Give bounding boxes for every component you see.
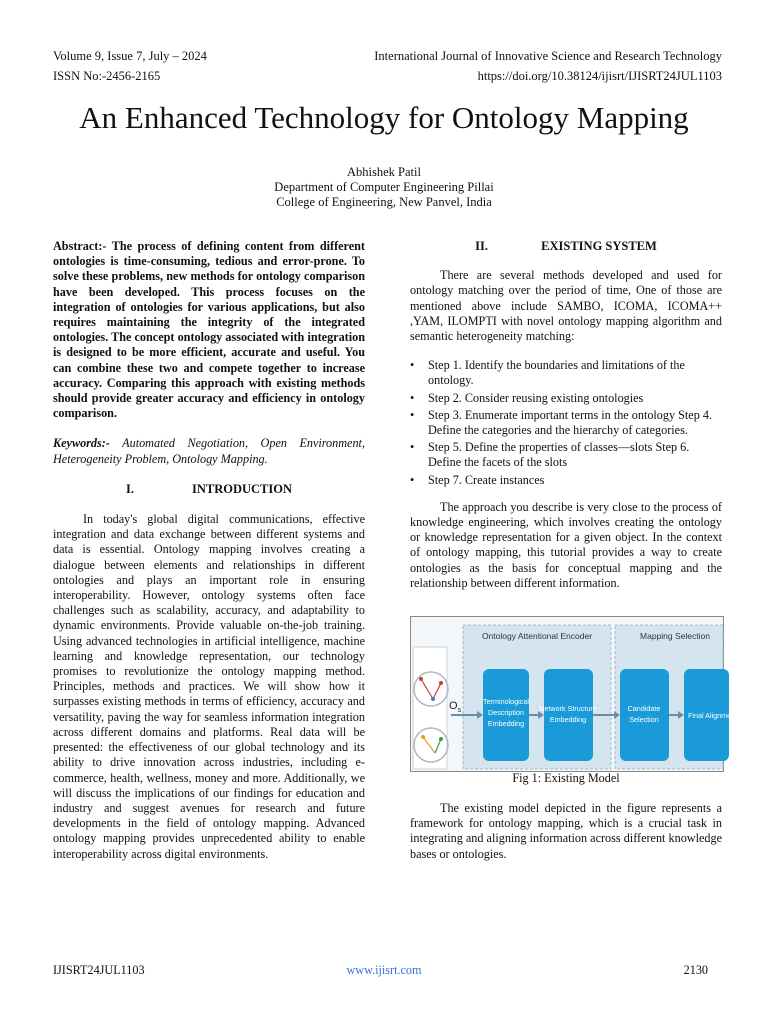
steps-list [410, 358, 722, 488]
right-column [410, 239, 722, 591]
list-item: • Step 1. Identify the boundaries and limitations of the ontology. [410, 358, 685, 388]
keywords-label: Keywords:- [53, 436, 110, 451]
bullet-icon: • [410, 440, 415, 455]
list-item: • Step 3. Enumerate important terms in the ontology Step 4. Define the categories and the hierarchy of categories. [410, 407, 712, 438]
intro-text: In today's global digital communications, effective integration and data exchange between different systems and data is essential. Ontology mapping involves creating a dialogue between elements and relationships in different ontologies and plays an important role in ensuring interoperability. However, ontology systems often face challenges such as scalability, accuracy, and adaptability to dynamic environments. Provide valuable on-the-job training. Using advanced technologies in artificial intelligence, machine learning and knowledge representation, our technology promises to revolutionize the ontology mapping method. Principles, methods and practices. We will show how it surpasses existing methods in terms of efficiency, accuracy and versatility, paving the way for seamless information integration across different domains and platforms. Real data will be presented: the effectiveness of our global technology and its ability to drive innovation across industries, including e-commerce, health, wellness, money and more. Additionally, we will discuss the implications of our findings for education and industry and suggest avenues for research and future developments in the field of ontology mapping. Advanced ontology mapping provides unprecedented ability to enable interoperability across digital environments. [53, 512, 365, 861]
keywords-text: Automated Negotiation, Open Environment, Heterogeneity Problem, Ontology Mapping. [53, 436, 365, 466]
keywords [53, 436, 365, 466]
intro-heading [53, 482, 365, 497]
author-college: College of Engineering, New Panvel, India [276, 195, 492, 209]
graph-node [439, 737, 443, 741]
graph-node [419, 677, 423, 681]
doi-link[interactable]: https://doi.org/10.38124/ijisrt/IJISRT24JUL1103 [477, 69, 722, 83]
ontology-node-label: $O_s$ [449, 700, 462, 714]
list-item: • Step 5. Define the properties of classes—slots Step 6. Define the facets of the slots [410, 440, 690, 470]
bullet-icon: • [410, 358, 415, 373]
paper-title: An Enhanced Technology for Ontology Mapping [79, 100, 689, 135]
intro-num: I. [125, 481, 134, 496]
list-item: • Step 2. Consider reusing existing ontologies [410, 390, 644, 405]
author-name: Abhishek Patil [347, 165, 421, 179]
footer-paper-id: IJISRT24JUL1103 [53, 963, 145, 977]
graph-panel [413, 647, 447, 769]
bullet-icon: • [410, 472, 415, 487]
network-structure-box-label: Network Structure Embedding [539, 704, 597, 724]
issn: ISSN No:-2456-2165 [53, 69, 161, 83]
terminological-box-label: Terminological Description Embedding [483, 697, 529, 728]
existing-num: II. [475, 239, 489, 253]
left-column [53, 239, 365, 862]
mapping-label: Mapping Selection [640, 631, 710, 641]
existing-model-figure [410, 616, 738, 772]
encoder-label: Ontology Attentional Encoder [481, 631, 593, 641]
existing-para2: The approach you describe is very close to the process of knowledge engineering, which involves creating the ontology or knowledge representation for a given object. In the context of ontology mapping, this tutorial provides a way to create ontologies as the basis for conceptual mapping and the relationship between different information. [410, 499, 722, 590]
graph-node [421, 735, 425, 739]
abstract [53, 239, 365, 421]
existing-heading [410, 239, 722, 254]
graph-node [431, 697, 435, 701]
bullet-icon: • [410, 407, 415, 422]
right-column-continued [410, 801, 722, 862]
list-item: • Step 7. Create instances [410, 472, 545, 487]
abstract-text: The process of defining content from different ontologies is time-consuming, tedious and error-prone. To solve these problems, new methods for ontology comparison have been developed. This process focuses on the integration of ontologies for various applications, but also requires maintaining the integrity of the integrated ontologies. The concept ontology associated with integration is designed to be more efficient, accurate and useful. You can combine these two and compete together to increase accuracy. Comparing this approach with existing methods should provide greater accuracy and efficiency in ontology comparison. [53, 239, 365, 421]
abstract-label: Abstract:- [53, 239, 107, 253]
candidate-selection-box-label: Candidate Selection [627, 704, 661, 724]
bullet-icon: • [410, 390, 415, 405]
journal-name: International Journal of Innovative Science and Research Technology [374, 49, 722, 63]
existing-para3: The existing model depicted in the figure represents a framework for ontology mapping, which is a crucial task in integrating and aligning information across different knowledge bases or ontologies. [410, 801, 722, 861]
footer-website-link[interactable]: www.ijisrt.com [346, 963, 422, 977]
existing-para1: There are several methods developed and used for ontology matching over the period of time, One of those are mentioned above include SAMBO, ICOMA, ICOMA++ ,YAM, ILOMPTI with novel ontology mapping algorithm and semantic heterogeneity matching: [410, 268, 722, 344]
final-alignment-box-label: Final Alignment [688, 711, 738, 720]
page-number: 2130 [683, 963, 708, 977]
intro-title: INTRODUCTION [191, 481, 292, 496]
graph-node [439, 681, 443, 685]
existing-title: EXISTING SYSTEM [541, 239, 657, 253]
figure-caption: Fig 1: Existing Model [512, 771, 620, 785]
author-dept: Department of Computer Engineering Pillai [274, 180, 494, 194]
volume-info: Volume 9, Issue 7, July – 2024 [53, 49, 207, 63]
author-block [0, 165, 768, 210]
figure-diagram [411, 617, 738, 771]
